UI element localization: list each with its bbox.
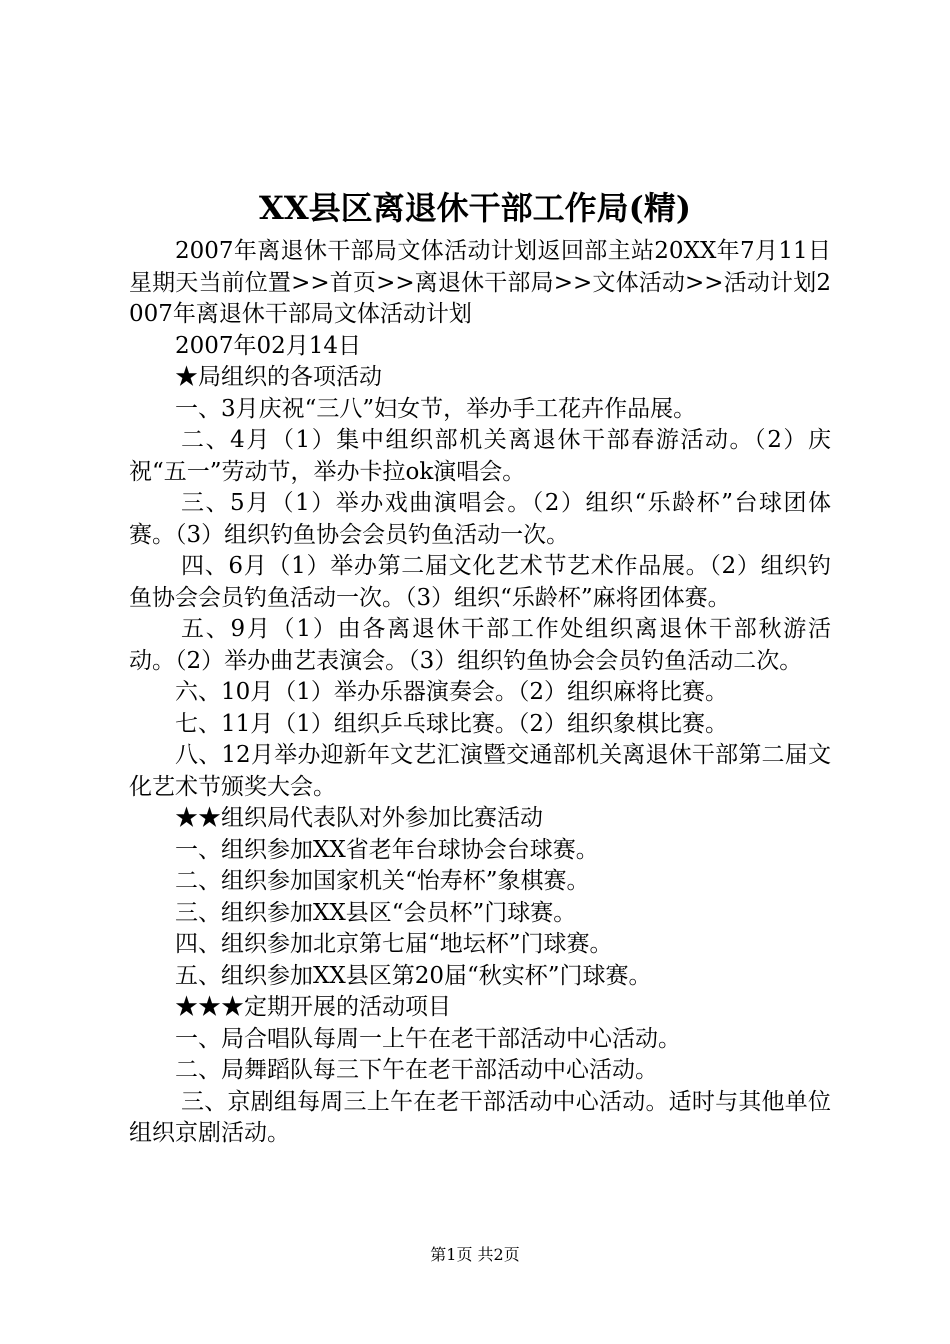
paragraph-intro: 2007年离退休干部局文体活动计划返回部主站20XX年7月11日星期天当前位置>>首页>>离退休干部局>>文体活动>>活动计划2007年离退休干部局文体活动计划 xyxy=(129,238,831,327)
list-item: 二、局舞蹈队每三下午在老干部活动中心活动。 xyxy=(175,1057,658,1083)
list-item: 七、11月（1）组织乒乓球比赛。（2）组织象棋比赛。 xyxy=(175,710,729,737)
list-item: 三、京剧组每周三上午在老干部活动中心活动。适时与其他单位组织京剧活动。 xyxy=(129,1088,831,1146)
list-item: 六、10月（1）举办乐器演奏会。（2）组织麻将比赛。 xyxy=(175,679,729,705)
list-item: 一、组织参加XX省老年台球协会台球赛。 xyxy=(175,836,599,863)
section-heading-3: ★★★定期开展的活动项目 xyxy=(175,994,451,1020)
list-item: 三、组织参加XX县区“会员杯”门球赛。 xyxy=(175,899,577,926)
list-item: 四、6月（1）举办第二届文化艺术节艺术作品展。（2）组织钓鱼协会会员钓鱼活动一次。（3）组织“乐龄杯”麻将团体赛。 xyxy=(129,553,831,611)
list-item: 三、5月（1）举办戏曲演唱会。（2）组织“乐龄杯”台球团体赛。（3）组织钓鱼协会会员钓鱼活动一次。 xyxy=(129,490,831,548)
list-item: 五、组织参加XX县区第20届“秋实杯”门球赛。 xyxy=(175,962,652,989)
list-item: 二、4月（1）集中组织部机关离退休干部春游活动。（2）庆祝“五一”劳动节，举办卡拉ok演唱会。 xyxy=(129,427,831,485)
document-body xyxy=(129,236,831,1150)
document-title: XX县区离退休干部工作局(精) xyxy=(259,189,691,227)
section-heading-1: ★局组织的各项活动 xyxy=(175,364,382,390)
list-item: 四、组织参加北京第七届“地坛杯”门球赛。 xyxy=(175,931,613,957)
page-footer: 第1页 共2页 xyxy=(430,1245,520,1264)
list-item: 一、局合唱队每周一上午在老干部活动中心活动。 xyxy=(175,1025,681,1052)
section-heading-2: ★★组织局代表队对外参加比赛活动 xyxy=(175,805,543,831)
paragraph-date: 2007年02月14日 xyxy=(175,332,362,359)
list-item: 五、9月（1）由各离退休干部工作处组织离退休干部秋游活动。（2）举办曲艺表演会。（3）组织钓鱼协会会员钓鱼活动二次。 xyxy=(129,616,831,674)
list-item: 一、3月庆祝“三八”妇女节，举办手工花卉作品展。 xyxy=(175,395,697,422)
list-item: 八、12月举办迎新年文艺汇演暨交通部机关离退休干部第二届文化艺术节颁奖大会。 xyxy=(129,742,831,800)
list-item: 二、组织参加国家机关“怡寿杯”象棋赛。 xyxy=(175,868,590,894)
